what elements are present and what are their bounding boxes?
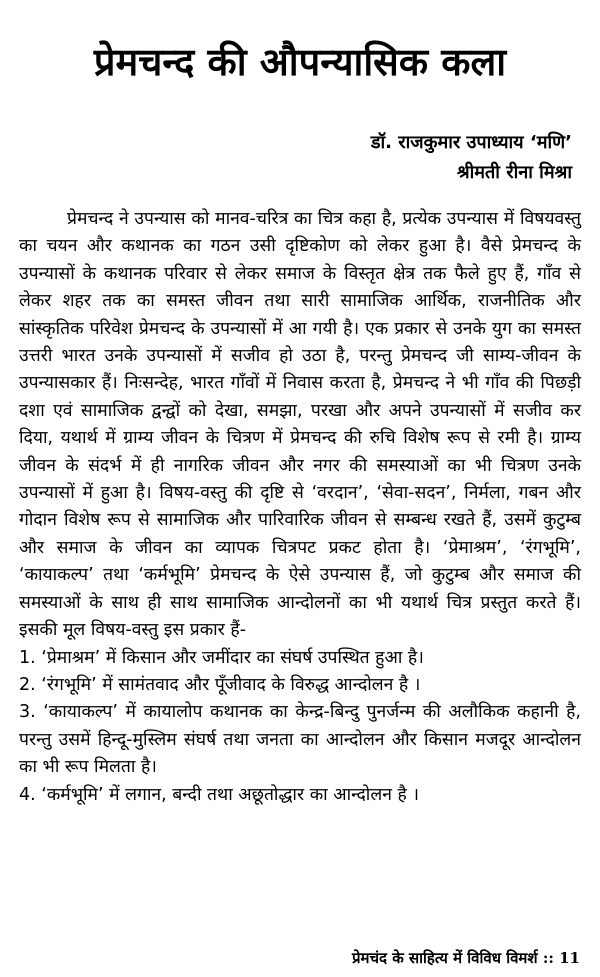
author-block xyxy=(172,128,572,188)
list-item: 2. ‘रंगभूमि’ में सामंतवाद और पूँजीवाद के विरुद्ध आन्दोलन है । xyxy=(19,674,421,695)
author-name-2: श्रीमती रीना मिश्रा xyxy=(456,162,572,183)
page-footer: प्रेमचंद के साहित्य में विविध विमर्श :: 11 xyxy=(352,949,580,967)
list-item: 3. ‘कायाकल्प’ में कायालोप कथानक का केन्द्र-बिन्दु पुनर्जन्म की अलौकिक कहानी है, परन्तु उसमें हिन्दू-मुस्लिम संघर्ष तथा जनता का आन्दोलन और किसान मजदूर आन्दोलन का भी रूप मिलता है। xyxy=(19,702,581,778)
author-name-1: डॉ. राजकुमार उपाध्याय ‘मणि’ xyxy=(370,132,572,153)
article-body xyxy=(19,206,581,809)
topic-list xyxy=(19,645,581,809)
list-item: 4. ‘कर्मभूमि’ में लगान, बन्दी तथा अछूतोद्धार का आन्दोलन है । xyxy=(19,784,419,805)
body-paragraph: प्रेमचन्द ने उपन्यास को मानव-चरित्र का चित्र कहा है, प्रत्येक उपन्यास में विषयवस्तु का चयन और कथानक का गठन उसी दृष्टिकोण को लेकर हुआ है। वैसे प्रेमचन्द के उपन्यासों के कथानक परिवार से लेकर समाज के विस्तृत क्षेत्र तक फैले हुए हैं, गाँव से लेकर शहर तक का समस्त जीवन तथा सारी सामाजिक आर्थिक, राजनीतिक और सांस्कृतिक परिवेश प्रेमचन्द के उपन्यासों में आ गयी है। एक प्रकार से उनके युग का समस्त उत्तरी भारत उनके उपन्यासों में सजीव हो उठा है, परन्तु प्रेमचन्द जी साम्य-जीवन के उपन्यासकार हैं। निःसन्देह, भारत गाँवों में निवास करता है, प्रेमचन्द ने भी गाँव की पिछड़ी दशा एवं सामाजिक द्वन्द्वों को देखा, समझा, परखा और अपने उपन्यासों में सजीव कर दिया, यथार्थ में ग्राम्य जीवन के चित्रण में प्रेमचन्द की रुचि विशेष रूप से रमी है। ग्राम्य जीवन के संदर्भ में ही नागरिक जीवन और नगर की समस्याओं का भी चित्रण उनके उपन्यासों में हुआ है। विषय-वस्तु की दृष्टि से ‘वरदान’, ‘सेवा-सदन’, निर्मला, गबन और गोदान विशेष रूप से सामाजिक और पारिवारिक जीवन से सम्बन्ध रखते हैं, उसमें कुटुम्ब और समाज के जीवन का व्यापक चित्रपट प्रकट होता है। ‘प्रेमाश्रम’, ‘रंगभूमि’, ‘कायाकल्प’ तथा ‘कर्मभूमि’ प्रेमचन्द के ऐसे उपन्यास हैं, जो कुटुम्ब और समाज की समस्याओं के साथ ही साथ सामाजिक आन्दोलनों का भी यथार्थ चित्र प्रस्तुत करते हैं। इसकी मूल विषय-वस्तु इस प्रकार हैं- xyxy=(19,209,581,641)
list-item: 1. ‘प्रेमाश्रम’ में किसान और जमींदार का संघर्ष उपस्थित हुआ है। xyxy=(19,647,424,668)
article-title: प्रेमचन्द की औपन्यासिक कला xyxy=(93,40,507,84)
